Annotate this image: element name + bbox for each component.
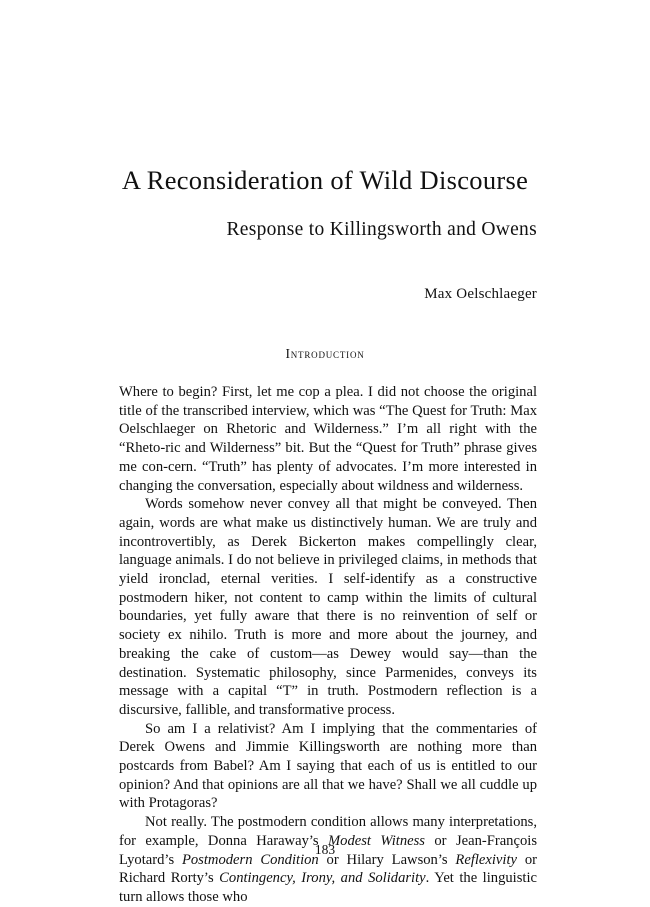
text-run: or Richard Rorty’s [119,851,537,887]
article-title: A Reconsideration of Wild Discourse [121,165,529,195]
paragraph: Where to begin? First, let me cop a plea. I did not choose the original title of the transcribed interview, which was “The Quest for Truth: Max Oelschlaeger on Rhetoric and Wilderness.” I’m all right with the “Rheto-ric and Wilderness” bit. But the “Quest for Truth” phrase gives me con-cern. “Truth” has plenty of advocates. I’m more interested in changing the conversation, especially about wildness and wilderness. [119,384,537,494]
body-text [119,383,537,907]
text-run: Not really. The postmodern condition allows many interpretations, for example, Donna Haraway’s [119,814,537,849]
text-run: or Jean-François Lyotard’s [119,832,537,868]
page-number: 183 [314,842,336,857]
book-title: Contingency, Irony, and Solidarity [219,870,426,887]
article-subtitle: Response to Killingsworth and Owens [226,219,537,240]
text-run: or Hilary Lawson’s [318,851,456,868]
author-name: Max Oelschlaeger [424,286,537,302]
section-heading: Introduction [285,346,365,361]
paragraph: So am I a relativist? Am I implying that the commentaries of Derek Owens and Jimmie Killingsworth are nothing more than postcards from Babel? Am I saying that each of us is entitled to our opinion? And that opinions are all that we have? Shall we all cuddle up with Protagoras? [119,720,537,812]
text-run: . Yet the linguistic turn allows those who [119,870,537,905]
book-title: Reflexivity [455,851,517,868]
paragraph [119,813,537,907]
book-title: Modest Witness [328,832,425,849]
paragraph: Words somehow never convey all that might be conveyed. Then again, words are what make us distinctively human. We are truly and incontrovertibly, as Derek Bickerton makes compellingly clear, language animals. I do not believe in privileged claims, in methods that yield ironclad, eternal verities. I self-identify as a constructive postmodern hiker, not content to camp within the limits of cultural boundaries, yet fully aware that there is no reinvention of self or society ex nihilo. Truth is more and more about the journey, and breaking the cake of custom—as Dewey would say—than the destination. Systematic philosophy, since Parmenides, conveys its message with a capital “T” in truth. Postmodern reflection is a discursive, fallible, and transformative process. [119,496,537,718]
book-title: Postmodern Condition [181,851,319,868]
